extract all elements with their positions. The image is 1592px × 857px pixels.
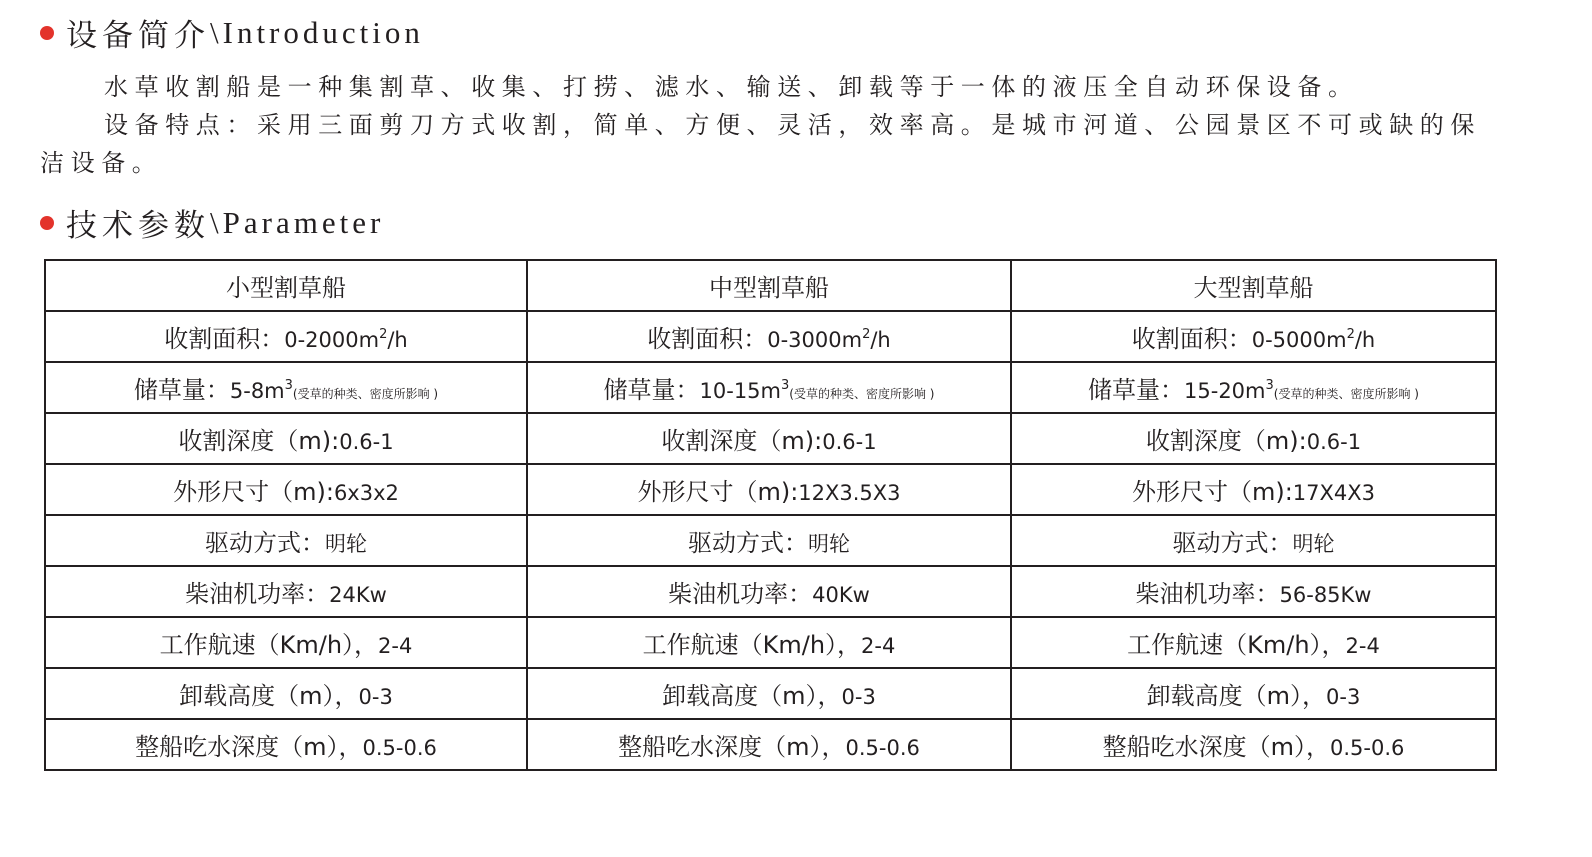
cell-label: 卸载高度（m）， [662, 682, 842, 710]
table-cell-cutting-depth-small [45, 413, 527, 464]
cell-value: 0-3 [358, 685, 393, 709]
table-cell-working-speed-medium [527, 617, 1011, 668]
cell-value: 0.5-0.6 [845, 736, 920, 760]
table-cell-drive-mode-large [1011, 515, 1496, 566]
parameter-heading-cn: 技术参数 [66, 208, 210, 244]
cell-label: 柴油机功率： [185, 580, 330, 608]
table-cell-draft-depth-small [45, 719, 527, 770]
intro-line-1 [40, 68, 1500, 106]
table-cell-working-speed-large [1011, 617, 1496, 668]
cell-value: 56-85Kw [1279, 583, 1372, 607]
cell-value: 5-8m [229, 379, 285, 403]
table-cell-drive-mode-medium [527, 515, 1011, 566]
table-cell-cutting-depth-large [1011, 413, 1496, 464]
table-row-unloading-height [45, 668, 1496, 719]
table-cell-diesel-power-large [1011, 566, 1496, 617]
table-cell-harvest-area-medium [527, 311, 1011, 362]
cell-note: (受草的种类、密度所影响 ) [789, 387, 935, 401]
cell-label: 工作航速（Km/h）， [642, 631, 862, 659]
table-cell-cutting-depth-medium [527, 413, 1011, 464]
cell-value: 0-5000m [1251, 328, 1347, 352]
cell-label: 柴油机功率： [1135, 580, 1280, 608]
table-row-diesel-power [45, 566, 1496, 617]
table-cell-storage-capacity-large [1011, 362, 1496, 413]
cell-value: 0.6-1 [339, 430, 394, 454]
table-cell-unloading-height-large [1011, 668, 1496, 719]
table-cell-working-speed-small [45, 617, 527, 668]
cell-superscript: 2 [379, 327, 388, 342]
cell-value: 17X4X3 [1292, 481, 1376, 505]
cell-value: 6x3x2 [333, 481, 399, 505]
cell-value: 2-4 [1345, 634, 1380, 658]
cell-label: 整船吃水深度（m）， [1102, 733, 1330, 761]
cell-suffix: /h [1354, 328, 1376, 352]
cell-label: 工作航速（Km/h）， [159, 631, 379, 659]
table-row-dimensions [45, 464, 1496, 515]
cell-label: 收割面积： [1131, 325, 1252, 353]
cell-value: 0.6-1 [822, 430, 877, 454]
table-row-drive-mode [45, 515, 1496, 566]
table-row-harvest-area [45, 311, 1496, 362]
cell-value: 0-3 [1326, 685, 1361, 709]
table-cell-storage-capacity-small [45, 362, 527, 413]
intro-line-1-text: 水草收割船是一种集割草、收集、打捞、滤水、输送、卸载等于一体的液压全自动环保设备。 [104, 73, 1359, 101]
cell-note: (受草的种类、密度所影响 ) [292, 387, 439, 401]
cell-label: 储草量： [1088, 376, 1185, 404]
table-cell-diesel-power-small [45, 566, 527, 617]
cell-value: 24Kw [329, 583, 387, 607]
cell-label: 外形尺寸（m): [637, 478, 799, 506]
cell-value: 2-4 [378, 634, 413, 658]
table-cell-harvest-area-large [1011, 311, 1496, 362]
cell-superscript: 2 [862, 327, 871, 342]
cell-value: 明轮 [808, 532, 850, 556]
parameter-table [44, 259, 1497, 771]
cell-value: 0-3000m [767, 328, 863, 352]
cell-label: 外形尺寸（m): [173, 478, 334, 506]
cell-value: 0-3 [841, 685, 876, 709]
cell-value: 2-4 [861, 634, 896, 658]
cell-value: 明轮 [1292, 532, 1335, 556]
introduction-body [40, 68, 1500, 182]
column-header-large: 大型割草船 [1011, 260, 1496, 311]
table-cell-draft-depth-medium [527, 719, 1011, 770]
table-cell-diesel-power-medium [527, 566, 1011, 617]
bullet-dot-icon [40, 216, 54, 230]
cell-superscript: 3 [1265, 378, 1274, 393]
cell-label: 储草量： [133, 376, 230, 404]
cell-label: 工作航速（Km/h）， [1127, 631, 1346, 659]
heading-separator: \ [210, 204, 223, 240]
table-cell-draft-depth-large [1011, 719, 1496, 770]
bullet-dot-icon [40, 26, 54, 40]
cell-label: 外形尺寸（m): [1131, 478, 1293, 506]
table-row-draft-depth [45, 719, 1496, 770]
cell-value: 明轮 [325, 532, 367, 556]
cell-value: 15-20m [1184, 379, 1266, 403]
column-header-small: 小型割草船 [45, 260, 527, 311]
column-header-medium: 中型割草船 [527, 260, 1011, 311]
cell-value: 0.6-1 [1306, 430, 1362, 454]
cell-suffix: /h [870, 328, 891, 352]
table-cell-dimensions-large [1011, 464, 1496, 515]
cell-superscript: 3 [781, 378, 790, 393]
table-row-working-speed [45, 617, 1496, 668]
cell-label: 驱动方式： [205, 529, 325, 557]
cell-label: 收割深度（m): [661, 427, 823, 455]
introduction-heading-en: Introduction [222, 14, 424, 50]
cell-label: 整船吃水深度（m）， [618, 733, 846, 761]
table-cell-unloading-height-medium [527, 668, 1011, 719]
cell-label: 整船吃水深度（m）， [135, 733, 363, 761]
cell-label: 收割面积： [164, 325, 285, 353]
intro-line-2-text: 设备特点：采用三面剪刀方式收割，简单、方便、灵活，效率高。是城市河道、公园景区不可或缺的保洁设备。 [40, 111, 1481, 177]
table-row-cutting-depth [45, 413, 1496, 464]
table-cell-dimensions-small [45, 464, 527, 515]
cell-label: 储草量： [603, 376, 700, 404]
cell-value: 0-2000m [284, 328, 380, 352]
parameter-heading [40, 200, 384, 245]
heading-separator: \ [210, 14, 223, 50]
cell-label: 收割深度（m): [178, 427, 340, 455]
cell-superscript: 3 [284, 378, 293, 393]
cell-value: 0.5-0.6 [1330, 736, 1405, 760]
cell-value: 0.5-0.6 [362, 736, 437, 760]
table-cell-unloading-height-small [45, 668, 527, 719]
cell-value: 10-15m [699, 379, 781, 403]
cell-suffix: /h [387, 328, 408, 352]
cell-superscript: 2 [1346, 327, 1355, 342]
cell-label: 卸载高度（m）， [179, 682, 359, 710]
introduction-heading-cn: 设备简介 [66, 18, 210, 54]
table-header-row [45, 260, 1496, 311]
table-cell-dimensions-medium [527, 464, 1011, 515]
cell-note: (受草的种类、密度所影响 ) [1273, 387, 1419, 401]
table-cell-harvest-area-small [45, 311, 527, 362]
cell-value: 12X3.5X3 [798, 481, 901, 505]
cell-label: 收割面积： [647, 325, 768, 353]
cell-label: 卸载高度（m）， [1146, 682, 1327, 710]
intro-line-2 [40, 106, 1500, 182]
cell-value: 40Kw [812, 583, 870, 607]
table-cell-drive-mode-small [45, 515, 527, 566]
introduction-heading [40, 10, 424, 55]
cell-label: 收割深度（m): [1145, 427, 1307, 455]
cell-label: 驱动方式： [688, 529, 808, 557]
parameter-heading-en: Parameter [222, 204, 385, 240]
cell-label: 驱动方式： [1172, 529, 1293, 557]
table-row-storage-capacity [45, 362, 1496, 413]
cell-label: 柴油机功率： [668, 580, 813, 608]
table-cell-storage-capacity-medium [527, 362, 1011, 413]
